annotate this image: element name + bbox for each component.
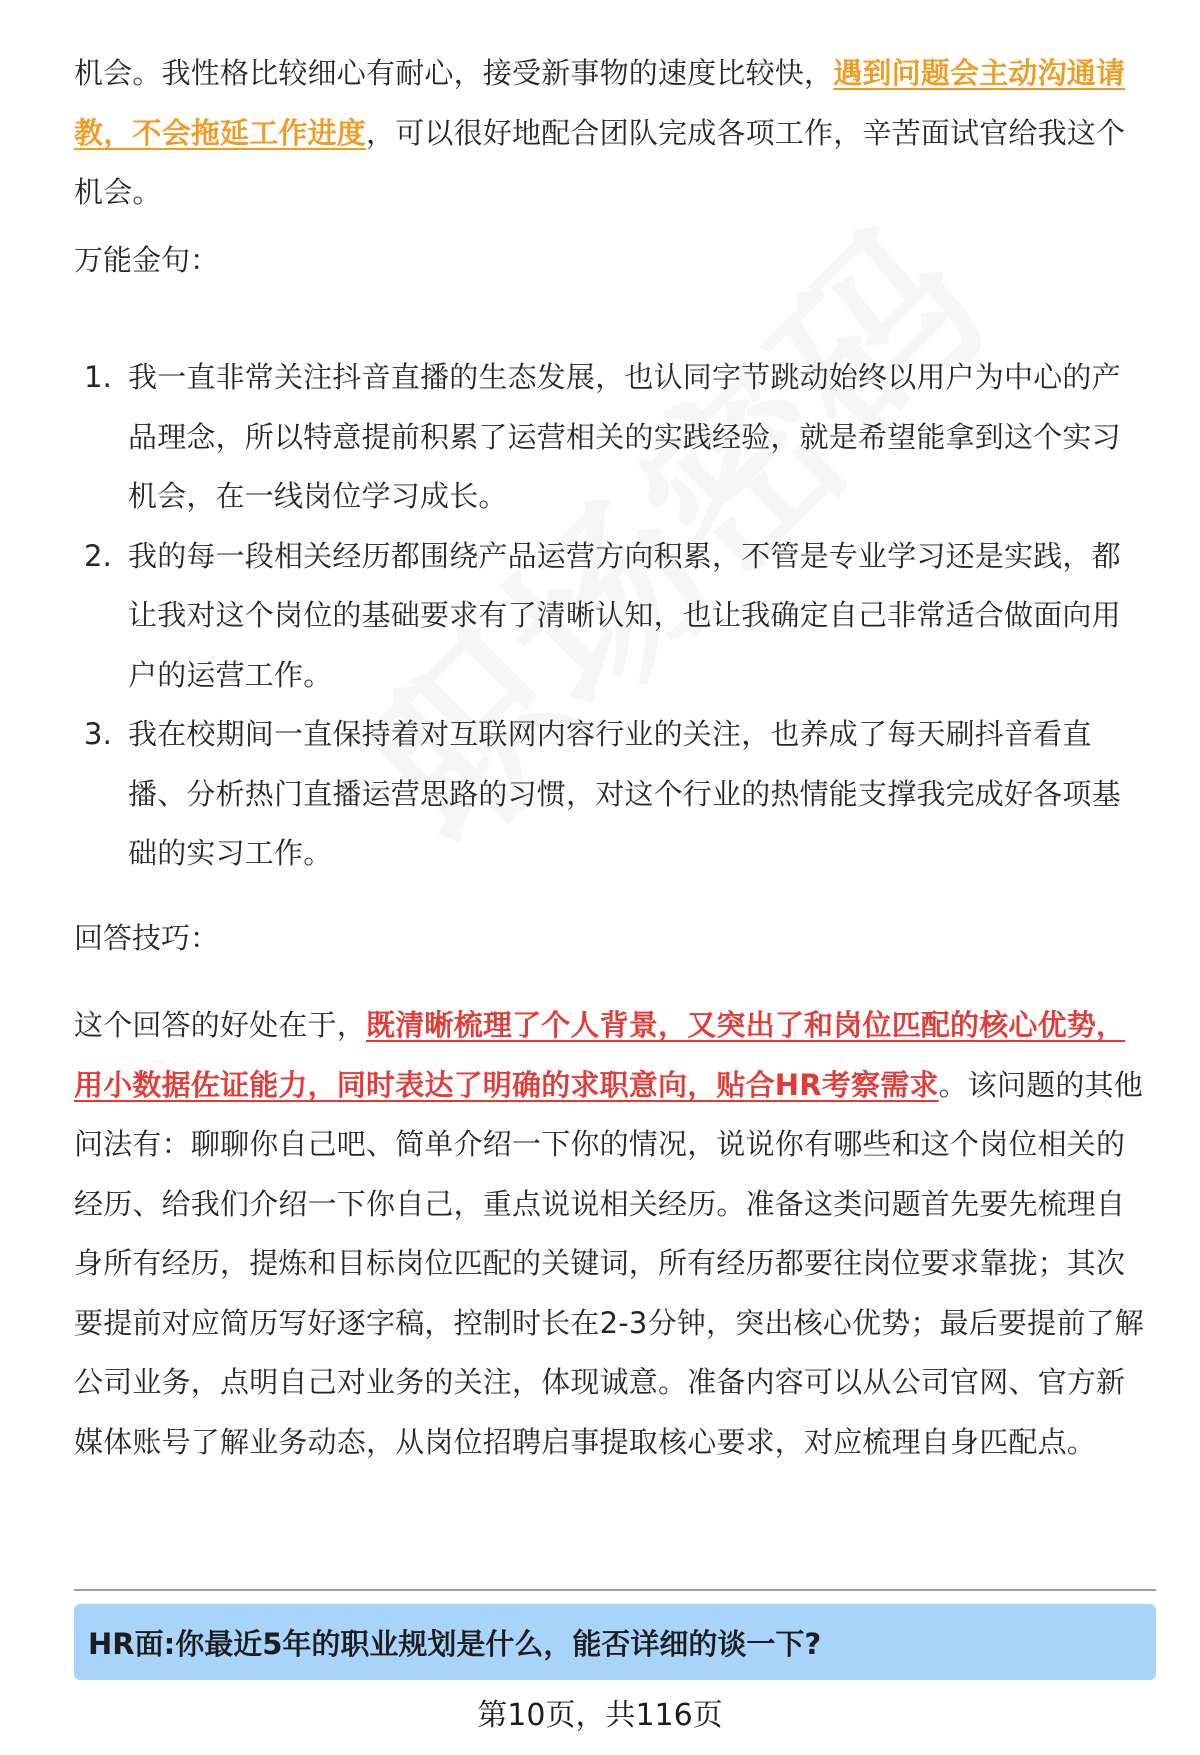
intro-highlight: 遇到问题会主动沟通请教，不会拖延工作进度	[74, 56, 1126, 150]
list-item-text: 我的每一段相关经历都围绕产品运营方向积累，不管是专业学习还是实践，都让我对这个岗位的基础要求有了清晰认知，也让我确定自己非常适合做面向用户的运营工作。	[128, 538, 1121, 692]
list-item-text: 我在校期间一直保持着对互联网内容行业的关注，也养成了每天刷抖音看直播、分析热门直播运营思路的习惯，对这个行业的热情能支撑我完成好各项基础的实习工作。	[128, 717, 1121, 870]
section-divider	[74, 1589, 1156, 1591]
answer-tips-heading: 回答技巧：	[74, 921, 220, 955]
list-item-number: 1.	[84, 360, 113, 394]
intro-paragraph	[74, 44, 1144, 223]
list-item	[74, 705, 1144, 884]
golden-sentences-list	[74, 348, 1144, 884]
list-item-number: 3.	[84, 717, 113, 751]
list-item-number: 2.	[84, 538, 113, 573]
tips-text-end: 。该问题的其他问法有：聊聊你自己吧、简单介绍一下你的情况，说说你有哪些和这个岗位相关的经历、给我们介绍一下你自己，重点说说相关经历。准备这类问题首先要先梳理自身所有经历，提炼和目标岗位匹配的关键词，所有经历都要往岗位要求靠拢；其次要提前对应简历写好逐字稿，控制时长在2-3分钟，突出核心优势；最后要提前了解公司业务，点明自己对业务的关注，体现诚意。准备内容可以从公司官网、官方新媒体账号了解业务动态，从岗位招聘启事提取核心要求，对应梳理自身匹配点。	[74, 1067, 1144, 1459]
list-item-text: 我一直非常关注抖音直播的生态发展，也认同字节跳动始终以用户为中心的产品理念，所以特意提前积累了运营相关的实践经验，就是希望能拿到这个实习机会，在一线岗位学习成长。	[128, 360, 1121, 513]
answer-tips-paragraph	[74, 996, 1144, 1472]
intro-text-start: 机会。我性格比较细心有耐心，接受新事物的速度比较快，	[74, 56, 834, 90]
list-item	[74, 348, 1144, 527]
page-number: 第10页，共116页	[477, 1698, 723, 1733]
tips-text-start: 这个回答的好处在于，	[74, 1008, 367, 1042]
next-question-banner	[74, 1604, 1156, 1680]
intro-text-end: ，可以很好地配合团队完成各项工作，辛苦面试官给我这个机会。	[74, 115, 1126, 209]
tips-highlight: 既清晰梳理了个人背景，又突出了和岗位匹配的核心优势，用小数据佐证能力，同时表达了明确的求职意向，贴合HR考察需求	[74, 1008, 1126, 1102]
list-item	[74, 527, 1144, 706]
next-question-title: HR面:你最近5年的职业规划是什么，能否详细的谈一下?	[88, 1627, 822, 1661]
golden-sentences-heading: 万能金句：	[74, 243, 220, 277]
